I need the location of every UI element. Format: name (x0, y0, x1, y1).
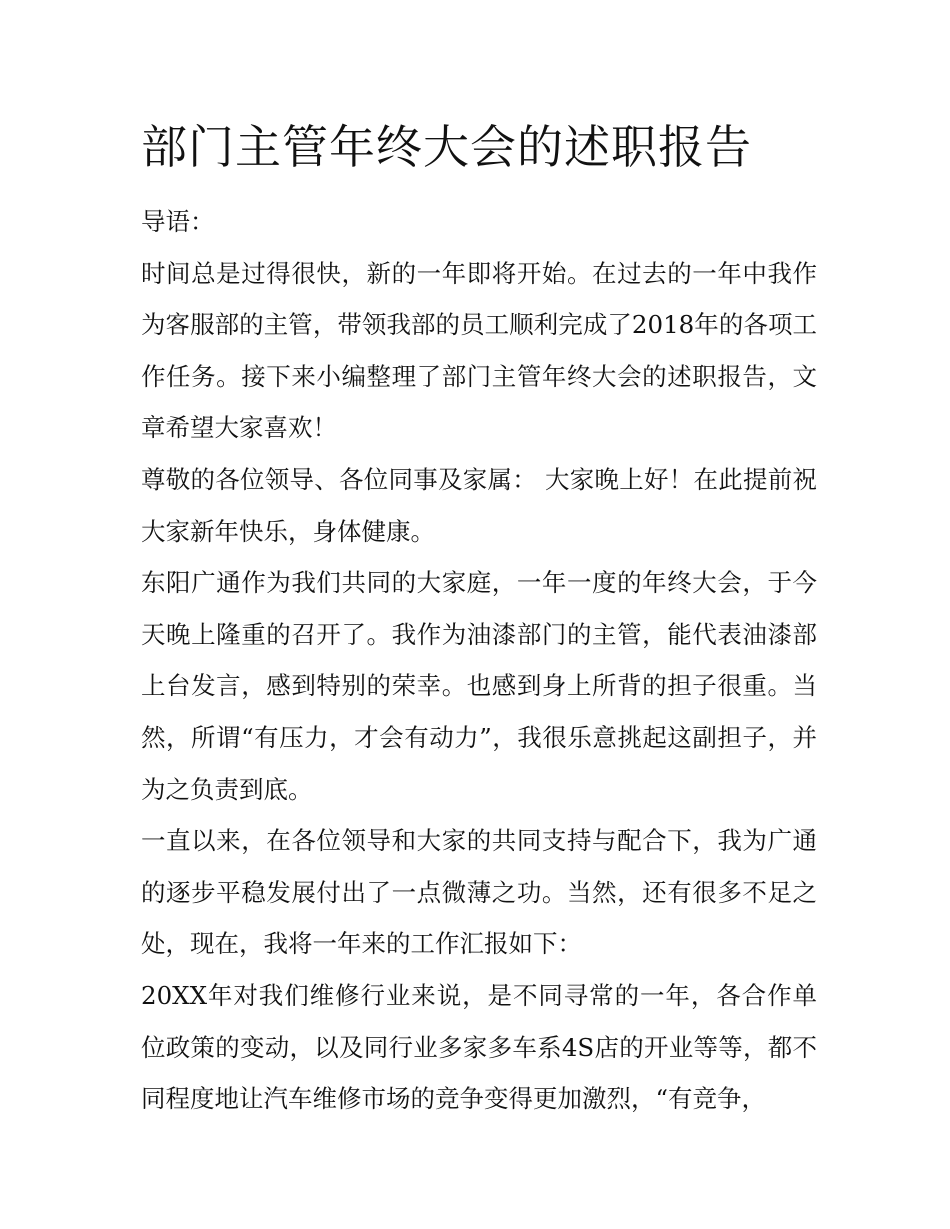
paragraph-industry: 20XX年对我们维修行业来说，是不同寻常的一年，各合作单位政策的变动，以及同行业多家多车系4S店的开业等等，都不同程度地让汽车维修市场的竞争变得更加激烈，“有竞争， (141, 980, 817, 1114)
paragraph-greeting: 尊敬的各位领导、各位同事及家属： 大家晚上好！在此提前祝大家新年快乐，身体健康。 (141, 464, 817, 546)
document-title: 部门主管年终大会的述职报告 (141, 120, 752, 174)
paragraph-summary: 一直以来，在各位领导和大家的共同支持与配合下，我为广通的逐步平稳发展付出了一点微薄之功。当然，还有很多不足之处，现在，我将一年来的工作汇报如下： (141, 826, 817, 959)
paragraph-intro-label: 导语： (141, 207, 215, 236)
document-body (141, 196, 817, 1125)
paragraph-intro: 时间总是过得很快，新的一年即将开始。在过去的一年中我作为客服部的主管，带领我部的员工顺利完成了2018年的各项工作任务。接下来小编整理了部门主管年终大会的述职报告，文章希望大家喜欢！ (141, 258, 817, 443)
paragraph-company: 东阳广通作为我们共同的大家庭，一年一度的年终大会，于今天晚上隆重的召开了。我作为油漆部门的主管，能代表油漆部上台发言，感到特别的荣幸。也感到身上所背的担子很重。当然，所谓“有压力，才会有动力”，我很乐意挑起这副担子，并为之负责到底。 (141, 568, 817, 804)
